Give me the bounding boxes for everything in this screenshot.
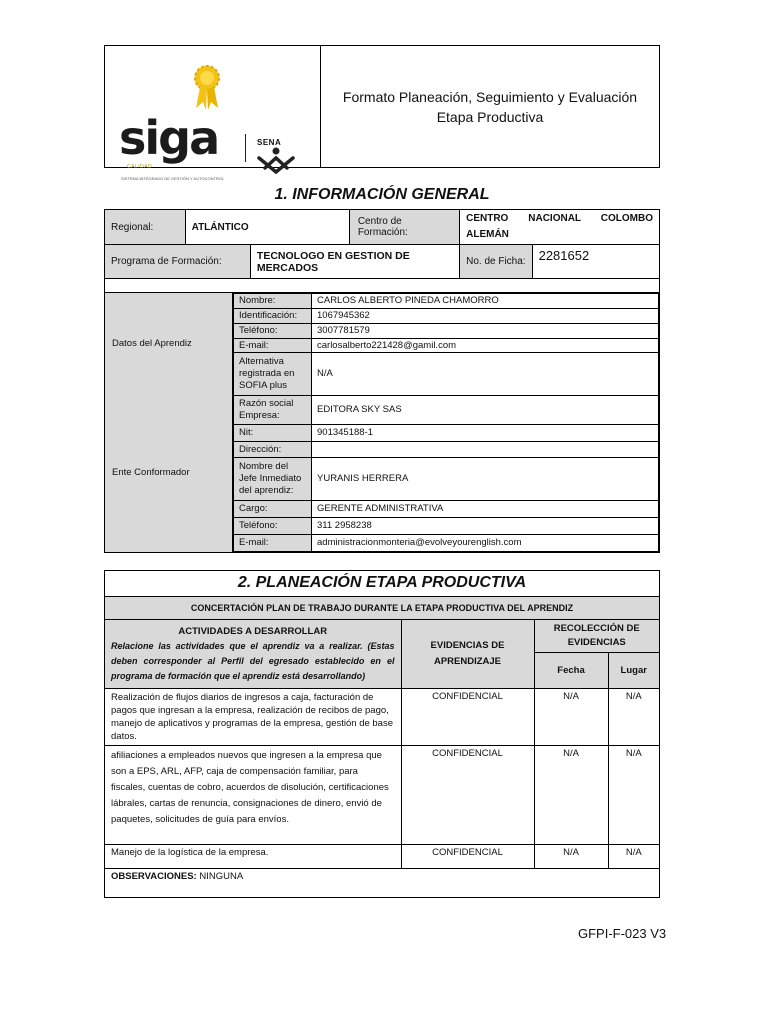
table-row	[105, 745, 659, 844]
concertacion-subtitle: CONCERTACIÓN PLAN DE TRABAJO DURANTE LA ETAPA PRODUCTIVA DEL APRENDIZ	[105, 597, 659, 619]
lugar-value: N/A	[608, 745, 659, 844]
field-key: Dirección:	[234, 442, 312, 458]
email-empresa-value: administracionmonteria@evolveyourenglish.com	[312, 535, 659, 552]
table-row	[105, 688, 659, 745]
fecha-value: N/A	[534, 688, 608, 745]
field-key: Nombre del Jefe Inmediato del aprendiz:	[234, 458, 312, 501]
document-title: Formato Planeación, Seguimiento y Evaluación Etapa Productiva	[342, 88, 638, 125]
logo-area	[105, 46, 321, 181]
activity-text: Manejo de la logística de la empresa.	[105, 844, 401, 868]
lugar-header: Lugar	[608, 652, 659, 688]
calidad-label: CALIDAD	[127, 164, 153, 170]
datos-aprendiz-label: Datos del Aprendiz	[112, 338, 192, 349]
field-key: Teléfono:	[234, 518, 312, 535]
fecha-value: N/A	[534, 745, 608, 844]
observaciones-row	[105, 868, 659, 897]
alternativa-value: N/A	[312, 353, 659, 396]
field-key: E-mail:	[234, 339, 312, 353]
section-1-title: 1. INFORMACIÓN GENERAL	[274, 186, 490, 203]
programa-value: TECNOLOGO EN GESTION DE MERCADOS	[250, 245, 459, 279]
logo-divider	[245, 134, 246, 162]
sena-wordmark: SENA	[257, 138, 282, 147]
centro-label: Centro de Formación:	[349, 210, 459, 245]
evidencia-value: CONFIDENCIAL	[401, 745, 534, 844]
medal-icon	[187, 62, 227, 114]
section-2-title: 2. PLANEACIÓN ETAPA PRODUCTIVA	[105, 571, 659, 597]
observaciones-label: OBSERVACIONES:	[111, 870, 197, 882]
field-key: Razón social Empresa:	[234, 396, 312, 425]
actividades-title: ACTIVIDADES A DESARROLLAR	[178, 625, 328, 637]
nombre-value: CARLOS ALBERTO PINEDA CHAMORRO	[312, 294, 659, 309]
cargo-value: GERENTE ADMINISTRATIVA	[312, 501, 659, 518]
recoleccion-header: RECOLECCIÓN DE EVIDENCIAS	[534, 619, 659, 652]
fecha-header: Fecha	[534, 652, 608, 688]
regional-label: Regional:	[105, 210, 186, 245]
lugar-value: N/A	[608, 844, 659, 868]
document-code: GFPI-F-023 V3	[578, 926, 667, 941]
actividades-note: Relacione las actividades que el aprendiz va a realizar. (Estas deben corresponder al Perfil del egresado establecido en el programa de formación que el aprendiz está desarrollando)	[111, 640, 395, 681]
field-key: Identificación:	[234, 309, 312, 324]
aprendiz-details-table	[233, 293, 659, 552]
logo-subtitle: SISTEMA INTEGRADO DE GESTIÓN Y AUTOCONTROL	[121, 176, 225, 181]
ficha-value: 2281652	[532, 245, 659, 279]
nit-value: 901345188-1	[312, 425, 659, 442]
lugar-value: N/A	[608, 688, 659, 745]
planeacion-section	[104, 570, 660, 898]
actividades-header	[105, 619, 401, 688]
ente-conformador-label: Ente Conformador	[112, 467, 190, 478]
field-key: Cargo:	[234, 501, 312, 518]
centro-value: CENTRO NACIONAL COLOMBO ALEMÁN	[460, 210, 660, 245]
telefono-empresa-value: 311 2958238	[312, 518, 659, 535]
regional-value: ATLÁNTICO	[185, 210, 349, 245]
field-key: Nit:	[234, 425, 312, 442]
evidencias-header: EVIDENCIAS DE APRENDIZAJE	[401, 619, 534, 688]
aprendiz-left-column	[105, 293, 233, 552]
activity-text: Realización de flujos diarios de ingresos a caja, facturación de pagos que ingresan a la empresa, realización de recibos de pago, manejo de aplicativos y programas de la empresa, gestión de base datos.	[105, 688, 401, 745]
direccion-value	[312, 442, 659, 458]
identificacion-value: 1067945362	[312, 309, 659, 324]
evidencia-value: CONFIDENCIAL	[401, 688, 534, 745]
siga-logo: siga	[119, 111, 219, 165]
activities-table	[105, 597, 659, 897]
field-key: Teléfono:	[234, 324, 312, 339]
telefono-value: 3007781579	[312, 324, 659, 339]
field-key: Alternativa registrada en SOFIA plus	[234, 353, 312, 396]
observaciones-value: NINGUNA	[199, 870, 244, 882]
field-key: Nombre:	[234, 294, 312, 309]
general-info-table	[104, 209, 660, 293]
table-row	[105, 844, 659, 868]
email-value: carlosalberto221428@gamil.com	[312, 339, 659, 353]
jefe-value: YURANIS HERRERA	[312, 458, 659, 501]
programa-label: Programa de Formación:	[105, 245, 251, 279]
razon-social-value: EDITORA SKY SAS	[312, 396, 659, 425]
document-header	[104, 45, 660, 181]
aprendiz-block	[104, 292, 660, 553]
sena-icon	[255, 146, 301, 178]
field-key: E-mail:	[234, 535, 312, 552]
fecha-value: N/A	[534, 844, 608, 868]
ficha-label: No. de Ficha:	[460, 245, 532, 279]
spacer-row	[105, 279, 660, 293]
activity-text: afiliaciones a empleados nuevos que ingresen a la empresa que son a EPS, ARL, AFP, caja de compensación familiar, para fiscales, cuentas de cobro, acuerdos de disolución, certificaciones lábrales, cartas de renuncia, consignaciones de dinero, envió de paquetes, solicitudes de guía para envíos.	[105, 745, 401, 844]
evidencia-value: CONFIDENCIAL	[401, 844, 534, 868]
